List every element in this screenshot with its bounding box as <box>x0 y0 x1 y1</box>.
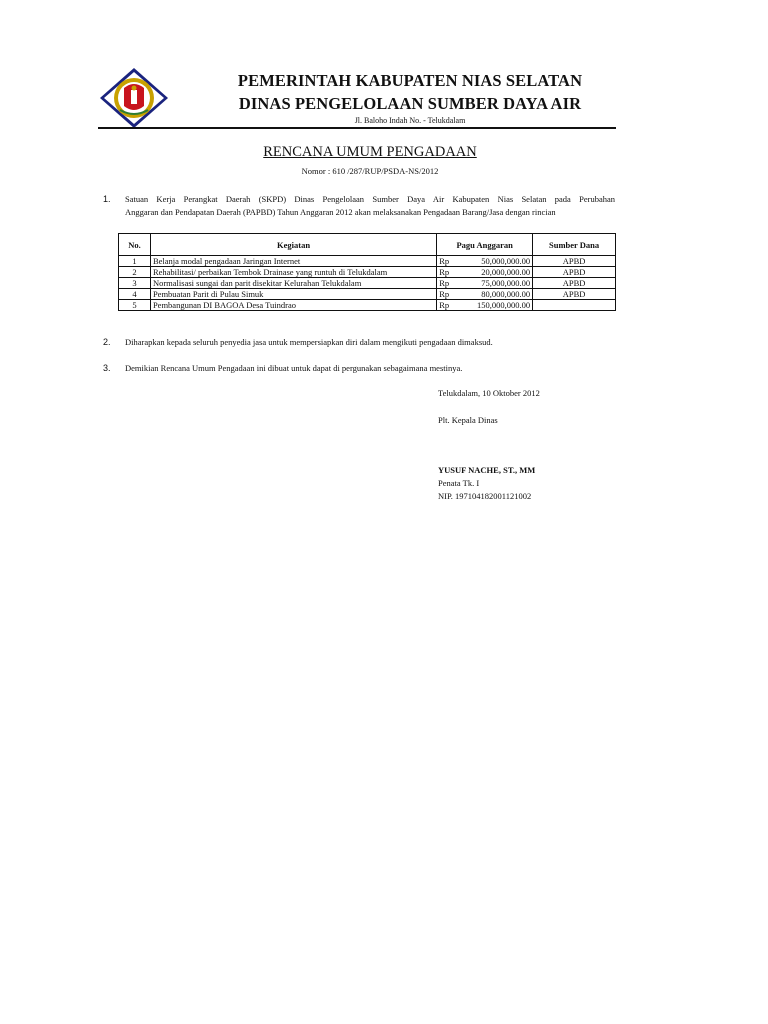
document-title: RENCANA UMUM PENGADAAN <box>263 144 477 160</box>
row-currency: Rp <box>437 289 465 300</box>
paragraph-1-line-2: Anggaran dan Pendapatan Daerah (PAPBD) Tahun Anggaran 2012 akan melaksanakan Pengadaan Barang/Jasa dengan rincian <box>125 207 556 217</box>
row-source: APBD <box>533 267 616 278</box>
row-source: APBD <box>533 289 616 300</box>
header-department: DINAS PENGELOLAAN SUMBER DAYA AIR <box>238 94 582 113</box>
row-amount: 150,000,000.00 <box>465 300 533 311</box>
row-number: 4 <box>119 289 151 300</box>
signature-nip: NIP. 197104182001121002 <box>438 491 532 501</box>
table-row <box>119 289 616 300</box>
row-amount: 75,000,000.00 <box>465 278 533 289</box>
row-currency: Rp <box>437 300 465 311</box>
row-amount: 20,000,000.00 <box>465 267 533 278</box>
procurement-table <box>118 233 616 311</box>
row-currency: Rp <box>437 256 465 267</box>
row-number: 1 <box>119 256 151 267</box>
paragraph-3-number: 3. <box>103 363 111 373</box>
col-header-no: No. <box>119 234 151 256</box>
signature-name: YUSUF NACHE, ST., MM <box>438 465 536 475</box>
signature-rank: Penata Tk. I <box>438 478 480 488</box>
row-kegiatan: Pembuatan Parit di Pulau Simuk <box>150 289 436 300</box>
paragraph-1-line-1: Satuan Kerja Perangkat Daerah (SKPD) Dinas Pengelolaan Sumber Daya Air Kabupaten Nias Selatan pada Perubahan <box>125 194 615 204</box>
row-source: APBD <box>533 256 616 267</box>
table-row <box>119 267 616 278</box>
document-number: Nomor : 610 /287/RUP/PSDA-NS/2012 <box>301 166 439 176</box>
row-currency: Rp <box>437 278 465 289</box>
row-source <box>533 300 616 311</box>
header-address: Jl. Baloho Indah No. - Telukdalam <box>354 116 466 125</box>
signature-position: Plt. Kepala Dinas <box>438 415 498 425</box>
row-kegiatan: Pembangunan DI BAGOA Desa Tuindrao <box>150 300 436 311</box>
table-row <box>119 256 616 267</box>
col-header-kegiatan: Kegiatan <box>150 234 436 256</box>
row-kegiatan: Belanja modal pengadaan Jaringan Internet <box>150 256 436 267</box>
row-number: 5 <box>119 300 151 311</box>
paragraph-2-text: Diharapkan kepada seluruh penyedia jasa untuk mempersiapkan diri dalam mengikuti pengadaan dimaksud. <box>125 337 493 347</box>
paragraph-2-number: 2. <box>103 337 111 347</box>
row-source: APBD <box>533 278 616 289</box>
row-number: 3 <box>119 278 151 289</box>
table-row <box>119 278 616 289</box>
paragraph-3-text: Demikian Rencana Umum Pengadaan ini dibuat untuk dapat di pergunakan sebagaimana mestinya. <box>125 363 463 373</box>
paragraph-1-number: 1. <box>103 194 111 204</box>
col-header-pagu: Pagu Anggaran <box>437 234 533 256</box>
row-amount: 50,000,000.00 <box>465 256 533 267</box>
row-kegiatan: Rehabilitasi/ perbaikan Tembok Drainase yang runtuh di Telukdalam <box>150 267 436 278</box>
signature-place-date: Telukdalam, 10 Oktober 2012 <box>438 388 540 398</box>
table-row <box>119 300 616 311</box>
row-kegiatan: Normalisasi sungai dan parit disekitar Kelurahan Telukdalam <box>150 278 436 289</box>
header-government: PEMERINTAH KABUPATEN NIAS SELATAN <box>237 71 583 90</box>
row-number: 2 <box>119 267 151 278</box>
row-amount: 80,000,000.00 <box>465 289 533 300</box>
header-divider <box>98 127 616 129</box>
row-currency: Rp <box>437 267 465 278</box>
col-header-sumber: Sumber Dana <box>533 234 616 256</box>
